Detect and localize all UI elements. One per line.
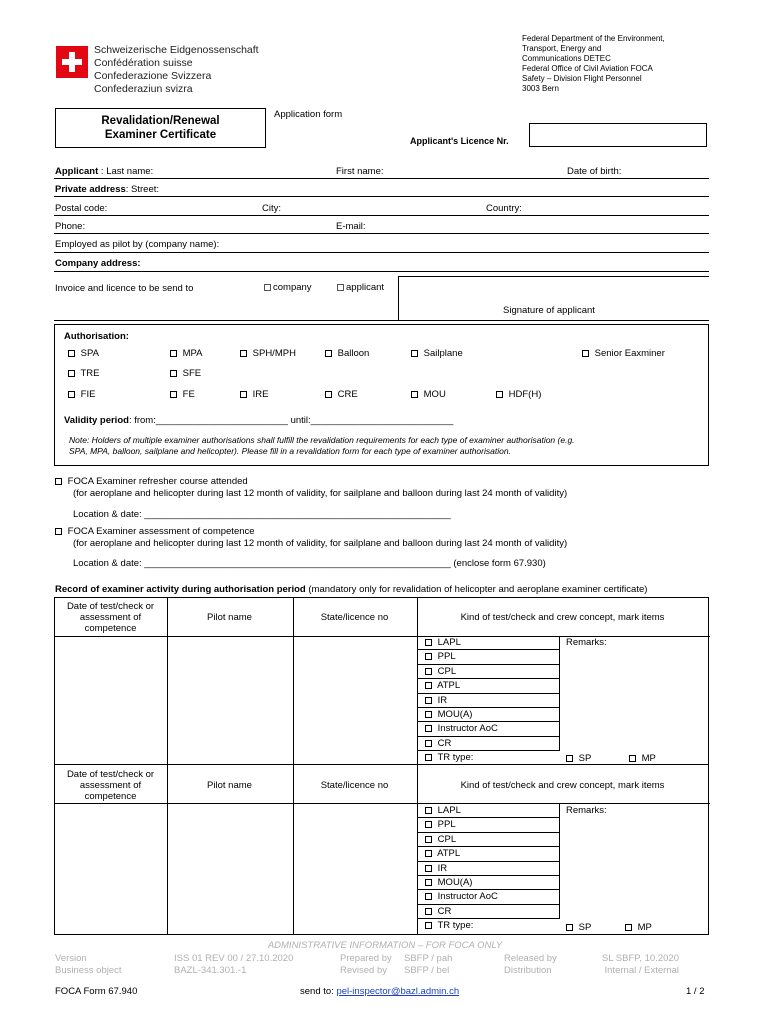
checkbox[interactable] xyxy=(566,755,573,762)
divider xyxy=(54,196,709,197)
licence-number-field[interactable] xyxy=(529,123,707,147)
form-type: Application form xyxy=(274,109,343,120)
admin-label: Released by xyxy=(504,953,557,964)
mp-option[interactable] xyxy=(625,922,652,933)
col-date-header xyxy=(55,769,166,802)
col-pilot-header: Pilot name xyxy=(207,612,252,623)
form-title-line2: Examiner Certificate xyxy=(104,129,217,141)
dob-label: Date of birth: xyxy=(567,166,622,177)
logo-line: Schweizerische Eidgenossenschaft xyxy=(94,44,259,56)
checkbox[interactable] xyxy=(629,755,636,762)
item-row[interactable]: Instructor AoC xyxy=(417,890,560,904)
admin-value: Internal / External xyxy=(604,965,679,976)
validity-period xyxy=(64,415,453,426)
refresher-checkbox[interactable] xyxy=(55,478,62,485)
auth-label: IRE xyxy=(252,389,269,400)
checkbox[interactable] xyxy=(68,370,75,377)
applicant-checkbox[interactable] xyxy=(337,284,344,291)
form-number: FOCA Form 67.940 xyxy=(55,986,138,997)
checkbox[interactable] xyxy=(240,391,247,398)
record-title-bold: Record of examiner activity during authorisation period xyxy=(55,584,306,595)
authority-line: Transport, Energy and xyxy=(522,44,602,53)
col-kind-header: Kind of test/check and crew concept, mark items xyxy=(460,780,665,791)
last-name-label: : Last name: xyxy=(98,166,154,177)
header-line: competence xyxy=(84,791,137,802)
validity-text: : from:_________________________ until:___________________________ xyxy=(128,415,454,426)
authority-line: Communications DETEC xyxy=(522,54,611,63)
checkbox[interactable] xyxy=(170,370,177,377)
divider xyxy=(54,271,709,272)
header-line: competence xyxy=(84,623,137,634)
country-label: Country: xyxy=(486,203,522,214)
email-label: E-mail: xyxy=(336,221,366,232)
auth-option-mpa[interactable] xyxy=(170,348,203,359)
item-row[interactable]: LAPL xyxy=(417,804,560,818)
auth-label: SFE xyxy=(182,368,202,379)
invoice-option-applicant[interactable] xyxy=(337,282,384,293)
refresher-sub: (for aeroplane and helicopter during last 12 month of validity, for sailplane and balloon during last 24 month of validity) xyxy=(73,488,568,499)
col-pilot-header: Pilot name xyxy=(207,780,252,791)
admin-labels-col3 xyxy=(504,953,557,977)
authorisation-note xyxy=(69,435,575,457)
auth-label: HDF(H) xyxy=(508,389,542,400)
admin-labels-col1 xyxy=(55,953,122,977)
auth-option-tre[interactable] xyxy=(68,368,99,379)
admin-values-col1 xyxy=(174,953,293,977)
licence-label: Applicant's Licence Nr. xyxy=(410,136,509,146)
refresher-course[interactable] xyxy=(55,476,248,487)
header-line: assessment of xyxy=(79,780,142,791)
auth-label: FE xyxy=(182,389,195,400)
note-line: Note: Holders of multiple examiner authorisations shall fulfill the revalidation requirements for each type of examiner authorisation (e.g. xyxy=(69,435,575,445)
checkbox[interactable] xyxy=(325,391,332,398)
signature-label: Signature of applicant xyxy=(503,305,595,316)
checkbox[interactable] xyxy=(566,924,573,931)
admin-label: Version xyxy=(55,953,87,964)
phone-label: Phone: xyxy=(55,221,86,232)
admin-value: SBFP / bel xyxy=(404,965,450,976)
item-row[interactable]: CR xyxy=(417,737,560,751)
divider xyxy=(54,178,709,179)
item-row[interactable]: IR xyxy=(417,862,560,876)
city-label: City: xyxy=(262,203,281,214)
col-state-header: State/licence no xyxy=(320,780,389,791)
admin-labels-col2 xyxy=(340,953,392,977)
invoice-option-company[interactable] xyxy=(264,282,312,293)
admin-value: BAZL-341.301.-1 xyxy=(174,965,247,976)
auth-option-fie[interactable] xyxy=(68,389,95,400)
checkbox[interactable] xyxy=(496,391,503,398)
divider xyxy=(54,233,709,234)
auth-label: MOU xyxy=(423,389,446,400)
item-row[interactable]: ATPL xyxy=(417,679,560,693)
auth-option-sailplane[interactable] xyxy=(411,348,463,359)
remarks-label: Remarks: xyxy=(566,637,607,648)
auth-label: FIE xyxy=(80,389,96,400)
auth-option-mou[interactable] xyxy=(411,389,446,400)
col-state-header: State/licence no xyxy=(320,612,389,623)
invoice-label: Invoice and licence to be send to xyxy=(55,283,194,294)
note-line: SPA, MPA, balloon, sailplane and helicopter). Please fill in a revalidation form for each type of examiner authorisation. xyxy=(69,446,511,456)
auth-option-sfe[interactable] xyxy=(170,368,201,379)
assessment-location: Location & date: __________________________________________________________ (enclose form 67.930) xyxy=(73,558,546,569)
checkbox[interactable] xyxy=(170,350,177,357)
applicant-option-label: applicant xyxy=(346,282,385,293)
divider xyxy=(54,252,709,253)
col-date-header xyxy=(55,601,166,634)
item-row[interactable]: TR type: xyxy=(417,919,560,933)
auth-label: TRE xyxy=(80,368,100,379)
authority-line: Federal Department of the Environment, xyxy=(522,34,665,43)
header-line: assessment of xyxy=(79,612,142,623)
header-line: Date of test/check or xyxy=(66,769,155,780)
checkbox[interactable] xyxy=(582,350,589,357)
record-title xyxy=(55,584,647,595)
admin-label: Revised by xyxy=(340,965,387,976)
sp-option[interactable] xyxy=(566,753,591,764)
checkbox[interactable] xyxy=(411,391,418,398)
confederation-names xyxy=(94,44,259,96)
divider xyxy=(54,320,709,321)
auth-option-balloon[interactable] xyxy=(325,348,369,359)
admin-values-col3 xyxy=(593,953,679,977)
auth-option-sph-mph[interactable] xyxy=(240,348,296,359)
item-row[interactable]: TR type: xyxy=(417,751,560,765)
admin-value: ISS 01 REV 00 / 27.10.2020 xyxy=(174,953,294,964)
company-option-label: company xyxy=(273,282,312,293)
auth-option-ire[interactable] xyxy=(240,389,268,400)
auth-label: Balloon xyxy=(337,348,370,359)
sp-option[interactable] xyxy=(566,922,591,933)
auth-label: Sailplane xyxy=(423,348,463,359)
authority-line: Safety – Division Flight Personnel xyxy=(522,74,642,83)
company-address-label: Company address: xyxy=(55,258,141,269)
admin-label: Distribution xyxy=(504,965,552,976)
checkbox[interactable] xyxy=(68,391,75,398)
auth-option-senior-examiner[interactable] xyxy=(582,348,665,359)
employer-label: Employed as pilot by (company name): xyxy=(55,239,220,250)
company-checkbox[interactable] xyxy=(264,284,271,291)
admin-value: SL SBFP, 10.2020 xyxy=(601,953,679,964)
refresher-title: FOCA Examiner refresher course attended xyxy=(67,476,248,487)
auth-option-hdf[interactable] xyxy=(496,389,541,400)
private-address-label: Private address xyxy=(55,184,126,195)
checkbox[interactable] xyxy=(625,924,632,931)
col-kind-header: Kind of test/check and crew concept, mark items xyxy=(460,612,665,623)
form-title-line1: Revalidation/Renewal xyxy=(101,115,220,127)
email-link[interactable]: pel-inspector@bazl.admin.ch xyxy=(336,986,460,997)
street-row-label xyxy=(55,184,159,195)
admin-title: ADMINISTRATIVE INFORMATION – FOR FOCA ONLY xyxy=(267,940,503,951)
checkbox[interactable] xyxy=(240,350,247,357)
logo-line: Confederazione Svizzera xyxy=(94,70,212,82)
checkbox[interactable] xyxy=(68,350,75,357)
admin-values-col2 xyxy=(404,953,452,977)
page-number: 1 / 2 xyxy=(686,986,705,997)
assessment-title: FOCA Examiner assessment of competence xyxy=(67,526,255,537)
street-label: : Street: xyxy=(125,184,160,195)
item-row[interactable]: MOU(A) xyxy=(417,708,560,722)
authority-line: 3003 Bern xyxy=(522,84,559,93)
auth-option-cre[interactable] xyxy=(325,389,358,400)
logo-line: Confédération suisse xyxy=(94,57,193,69)
applicant-label: Applicant xyxy=(55,166,99,177)
send-to xyxy=(300,986,459,997)
admin-label: Prepared by xyxy=(340,953,392,964)
mp-label: MP xyxy=(641,753,656,764)
item-row[interactable]: CPL xyxy=(417,665,560,679)
last-name-row-label xyxy=(55,166,153,177)
send-to-label: send to: xyxy=(300,986,337,997)
items-list xyxy=(417,804,560,934)
authorisation-title: Authorisation: xyxy=(64,331,129,342)
checkbox[interactable] xyxy=(170,391,177,398)
auth-option-fe[interactable] xyxy=(170,389,195,400)
assessment-checkbox[interactable] xyxy=(55,528,62,535)
logo-line: Confederaziun svizra xyxy=(94,83,193,95)
assessment-course[interactable] xyxy=(55,526,255,537)
item-row[interactable]: IR xyxy=(417,694,560,708)
admin-label: Business object xyxy=(55,965,122,976)
mp-option[interactable] xyxy=(629,753,656,764)
header-line: Date of test/check or xyxy=(66,601,155,612)
validity-label: Validity period xyxy=(64,415,129,426)
remarks-label: Remarks: xyxy=(566,805,607,816)
item-row[interactable]: MOU(A) xyxy=(417,876,560,890)
sp-label: SP xyxy=(578,753,592,764)
authority-line: Federal Office of Civil Aviation FOCA xyxy=(522,64,653,73)
divider xyxy=(54,215,709,216)
refresher-location: Location & date: __________________________________________________________ xyxy=(73,509,451,520)
item-row[interactable]: Instructor AoC xyxy=(417,722,560,736)
record-title-rest: (mandatory only for revalidation of helicopter and aeroplane examiner certificate) xyxy=(305,584,648,595)
items-list xyxy=(417,636,560,766)
assessment-sub: (for aeroplane and helicopter during last 12 month of validity, for sailplane and balloon during last 24 month of validity) xyxy=(73,538,568,549)
item-row[interactable]: CR xyxy=(417,905,560,919)
auth-label: SPH/MPH xyxy=(252,348,296,359)
postal-code-label: Postal code: xyxy=(55,203,108,214)
mp-label: MP xyxy=(637,922,652,933)
auth-label: Senior Eaxminer xyxy=(594,348,665,359)
authority-address xyxy=(522,34,665,94)
item-row[interactable]: LAPL xyxy=(417,636,560,650)
auth-label: MPA xyxy=(182,348,203,359)
auth-option-spa[interactable] xyxy=(68,348,99,359)
item-row[interactable]: CPL xyxy=(417,833,560,847)
auth-label: SPA xyxy=(80,348,99,359)
swiss-cross-logo xyxy=(56,46,88,78)
first-name-label: First name: xyxy=(336,166,384,177)
item-row[interactable]: ATPL xyxy=(417,847,560,861)
item-row[interactable]: PPL xyxy=(417,650,560,664)
item-row[interactable]: PPL xyxy=(417,818,560,832)
checkbox[interactable] xyxy=(325,350,332,357)
admin-value: SBFP / pah xyxy=(404,953,453,964)
sp-label: SP xyxy=(578,922,592,933)
checkbox[interactable] xyxy=(411,350,418,357)
form-title-box xyxy=(55,108,266,148)
auth-label: CRE xyxy=(337,389,358,400)
